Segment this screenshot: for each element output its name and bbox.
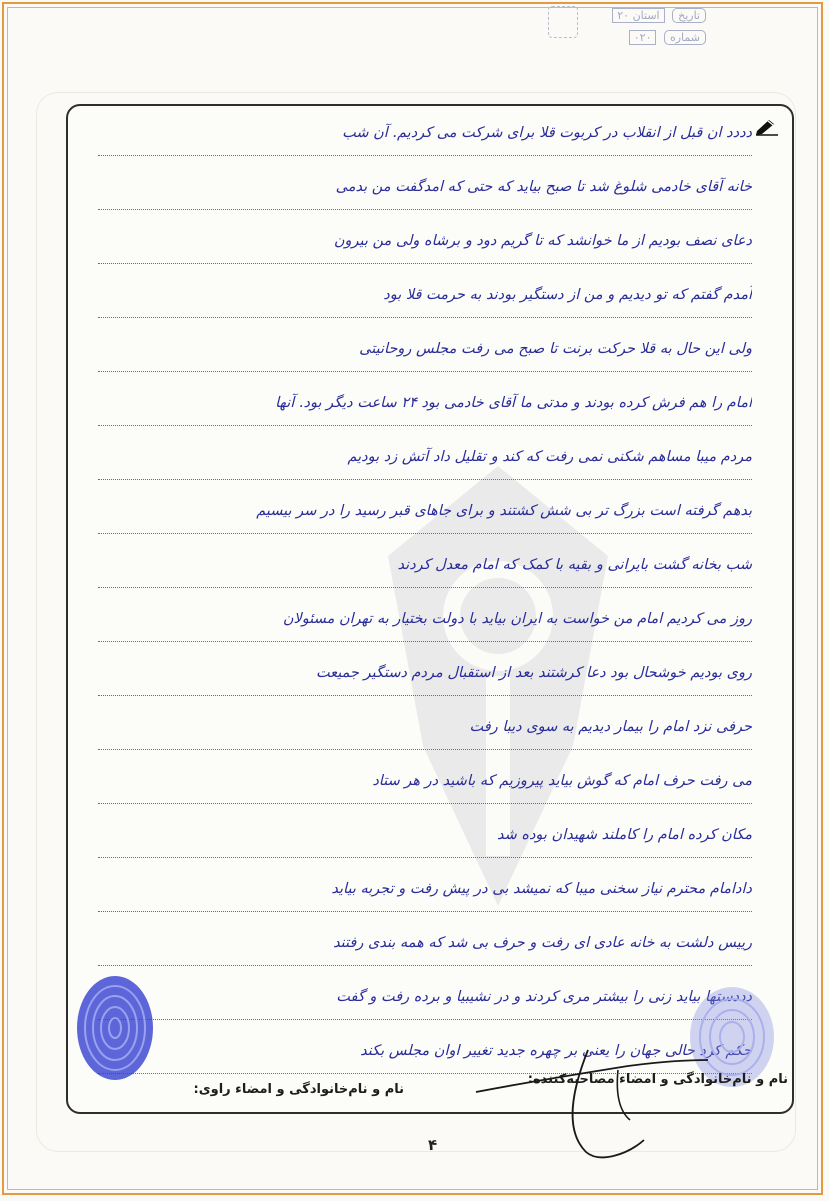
signature — [468, 1030, 758, 1170]
stamp-label-1: تاریخ — [672, 8, 706, 23]
stamp-label-2: شماره — [664, 30, 706, 45]
form-frame — [66, 104, 794, 1114]
registration-stamp — [548, 2, 718, 60]
text-line: دددستها بیاید زنی را بیشتر مری کردند و در نشیبیا و برده رفت و گفت — [98, 970, 752, 1020]
text-line: دعای نصف بودیم از ما خوانشد که تا گریم دود و برشاه ولی من بیرون — [98, 214, 752, 264]
text-line: مکان کرده امام را کاملند شهیدان بوده شد — [98, 808, 752, 858]
narrator-signature-label: نام و نام‌خانوادگی و امضاء راوی: — [193, 1082, 404, 1097]
text-line: دددد ان قبل از انقلاب در کربوت قلا برای شرکت می کردیم. آن شب — [98, 106, 752, 156]
text-line: روز می کردیم امام من خواست به ایران بیاید با دولت بختیار به تهران مسئولان — [98, 592, 752, 642]
stamp-value-2: ۰۲۰ — [629, 30, 657, 45]
text-line: می رفت حرف امام که گوش بیاید پیروزیم که باشید در هر ستاد — [98, 754, 752, 804]
text-line: امام را هم فرش کرده بودند و مدتی ما آقای خادمی بود ۲۴ ساعت دیگر بود. آنها — [98, 376, 752, 426]
text-line: حکم کرد حالی جهان را یعنی بر چهره جدید تغییر اوان مجلس بکند — [98, 1024, 752, 1074]
interviewer-signature-label: نام و نام‌خانوادگی و امضاء مصاحبه‌کننده: — [527, 1072, 788, 1087]
stamp-row-2 — [629, 30, 706, 45]
text-line: دادامام محترم نیاز سخنی میبا که نمیشد بی در پیش رفت و تجربه بیاید — [98, 862, 752, 912]
seal-icon — [548, 6, 578, 38]
pencil-icon — [754, 116, 780, 136]
fingerprint-left — [72, 972, 158, 1084]
stamp-value-1: استان ۲۰ — [612, 8, 664, 23]
text-line: بدهم گرفته است بزرگ تر بی شش کشتند و برای جاهای قبر رسید را در سر بیسیم — [98, 484, 752, 534]
text-line: ولی این حال به قلا حرکت برنت تا صبح می رفت مجلس روحانیتی — [98, 322, 752, 372]
text-line: حرفی نزد امام را بیمار دیدیم به سوی دیبا رفت — [98, 700, 752, 750]
text-line: آمدم گفتم که تو دیدیم و من از دستگیر بودند به حرمت قلا بود — [98, 268, 752, 318]
text-line: خانه آقای خادمی شلوغ شد تا صبح بیاید که حتی که امدگفت من بدمی — [98, 160, 752, 210]
text-line: شب بخانه گشت بایرانی و بقیه با کمک که امام معدل کردند — [98, 538, 752, 588]
stamp-row-1 — [612, 8, 706, 23]
text-line: روی بودیم خوشحال بود دعا کرشتند بعد از استقبال مردم دستگیر جمیعت — [98, 646, 752, 696]
text-line: مردم میبا مساهم شکنی نمی رفت که کند و تقلیل داد آتش زد بودیم — [98, 430, 752, 480]
page-number: ۴ — [428, 1136, 438, 1154]
text-line: رییس دلشت به خانه عادی ای رفت و حرف بی شد که همه بندی رفتند — [98, 916, 752, 966]
